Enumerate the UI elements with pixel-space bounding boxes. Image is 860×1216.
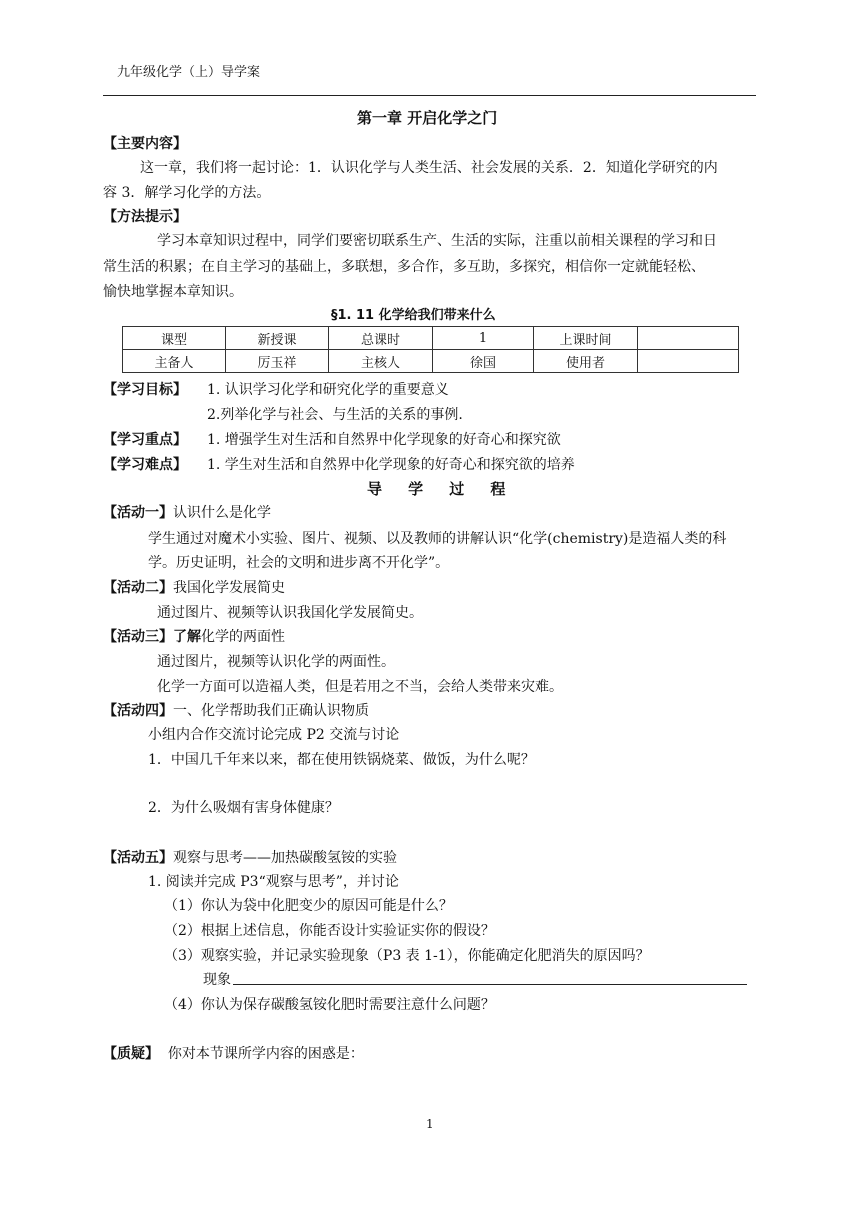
page-header: 九年级化学（上）导学案 — [117, 65, 261, 80]
difficulty-label: 【学习难点】 — [103, 457, 187, 473]
activity-2-label: 【活动二】 — [103, 580, 173, 596]
activity-5-q2: （2）根据上述信息，你能否设计实验证实你的假设？ — [164, 923, 495, 939]
activity-3-title-bold: 了解 — [173, 629, 201, 645]
main-content-line2: 容 3．解学习化学的方法。 — [103, 185, 271, 201]
goal-item-2: 2.列举化学与社会、与生活的关系的事例. — [207, 407, 463, 423]
method-tips-line3: 愉快地掌握本章知识。 — [103, 284, 243, 300]
activity-1 — [103, 502, 271, 522]
table-cell: 使用者 — [534, 350, 638, 373]
main-content-line1: 这一章，我们将一起讨论：1．认识化学与人类生活、社会发展的关系．2．知道化学研究的内 — [140, 160, 718, 176]
header-rule — [103, 95, 756, 96]
phenomenon-answer-line — [233, 984, 747, 985]
activity-3-line2: 化学一方面可以造福人类，但是若用之不当，会给人类带来灾难。 — [157, 679, 563, 695]
phenomenon-label: 现象 — [203, 972, 231, 988]
table-cell: 主备人 — [123, 350, 226, 373]
table-row — [123, 327, 739, 350]
focus-label: 【学习重点】 — [103, 432, 187, 448]
section-title: §1. 11 化学给我们带来什么 — [331, 308, 496, 323]
question-label: 【质疑】 — [103, 1046, 159, 1062]
activity-5-label: 【活动五】 — [103, 850, 173, 866]
activity-4 — [103, 700, 369, 720]
lesson-info-table — [122, 326, 739, 373]
activity-4-label: 【活动四】 — [103, 703, 173, 719]
table-row — [123, 350, 739, 373]
main-content-heading: 【主要内容】 — [103, 136, 187, 152]
table-cell: 上课时间 — [534, 327, 638, 350]
question-section — [103, 1043, 364, 1063]
activity-3-title-rest: 化学的两面性 — [201, 629, 285, 645]
difficulty-item-1: 1. 学生对生活和自然界中化学现象的好奇心和探究欲的培养 — [207, 457, 575, 473]
activity-1-line1: 学生通过对魔术小实验、图片、视频、以及教师的讲解认识“化学(chemistry)是造福人类的科 — [148, 531, 727, 547]
method-tips-line1: 学习本章知识过程中，同学们要密切联系生产、生活的实际，注重以前相关课程的学习和日 — [157, 233, 717, 249]
question-text: 你对本节课所学内容的困惑是： — [167, 1046, 364, 1062]
activity-4-q2: 2．为什么吸烟有害身体健康？ — [148, 800, 339, 816]
goal-item-1: 1. 认识学习化学和研究化学的重要意义 — [207, 382, 449, 398]
activity-5-q3: （3）观察实验，并记录实验现象（P3 表 1-1），你能确定化肥消失的原因吗？ — [164, 948, 650, 964]
chapter-title: 第一章 开启化学之门 — [357, 109, 498, 127]
goals-label: 【学习目标】 — [103, 382, 187, 398]
method-tips-line2: 常生活的积累；在自主学习的基础上，多联想，多合作，多互助，多探究，相信你一定就能轻松、 — [103, 259, 705, 275]
page-number: 1 — [426, 1117, 434, 1131]
activity-5 — [103, 847, 397, 867]
activity-2 — [103, 577, 285, 597]
activity-3-line1: 通过图片，视频等认识化学的两面性。 — [157, 654, 395, 670]
activity-4-line1: 小组内合作交流讨论完成 P2 交流与讨论 — [148, 727, 400, 743]
activity-4-title: 一、化学帮助我们正确认识物质 — [173, 703, 369, 719]
table-cell: 主核人 — [329, 350, 433, 373]
activity-3-label: 【活动三】 — [103, 629, 173, 645]
activity-5-q1: （1）你认为袋中化肥变少的原因可能是什么？ — [164, 898, 453, 914]
table-cell: 课型 — [123, 327, 226, 350]
activity-1-label: 【活动一】 — [103, 505, 173, 521]
focus-item-1: 1. 增强学生对生活和自然界中化学现象的好奇心和探究欲 — [207, 432, 561, 448]
activity-1-title: 认识什么是化学 — [173, 505, 271, 521]
process-title: 导 学 过 程 — [367, 480, 506, 498]
activity-4-q1: 1．中国几千年来以来，都在使用铁锅烧菜、做饭，为什么呢？ — [148, 752, 535, 768]
table-cell — [638, 350, 739, 373]
table-cell: 厉玉祥 — [226, 350, 329, 373]
activity-2-title: 我国化学发展简史 — [173, 580, 285, 596]
table-cell: 徐国 — [433, 350, 534, 373]
activity-3 — [103, 626, 285, 646]
table-cell: 新授课 — [226, 327, 329, 350]
activity-1-line2: 学。历史证明，社会的文明和进步离不开化学”。 — [148, 555, 450, 571]
activity-2-line1: 通过图片、视频等认识我国化学发展简史。 — [157, 605, 423, 621]
method-tips-heading: 【方法提示】 — [103, 209, 187, 225]
table-cell — [638, 327, 739, 350]
table-cell: 1 — [433, 327, 534, 350]
activity-5-q4: （4）你认为保存碳酸氢铵化肥时需要注意什么问题？ — [164, 997, 495, 1013]
table-cell: 总课时 — [329, 327, 433, 350]
activity-5-title: 观察与思考——加热碳酸氢铵的实验 — [173, 850, 397, 866]
activity-5-intro: 1. 阅读并完成 P3“观察与思考”，并讨论 — [148, 874, 399, 890]
